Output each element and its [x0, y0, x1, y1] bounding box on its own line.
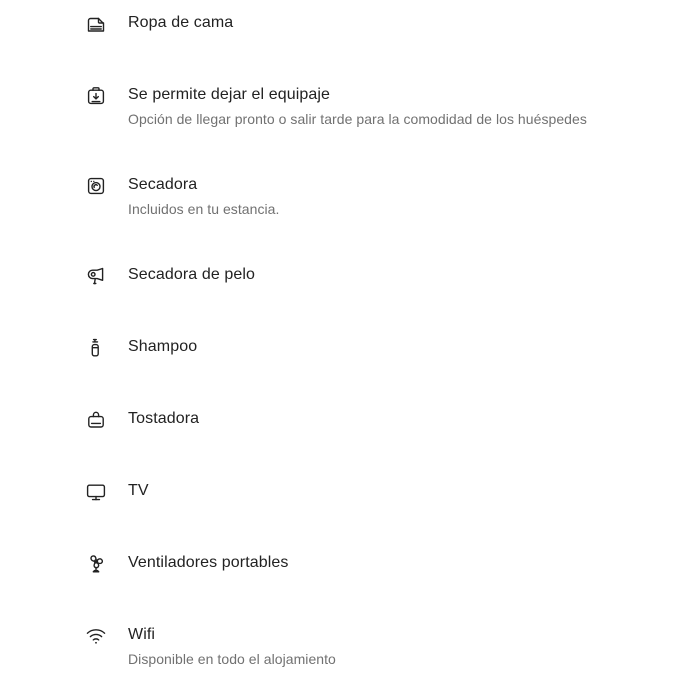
- amenity-item-ventiladores-portables[interactable]: [0, 552, 289, 624]
- amenity-item-tostadora[interactable]: [0, 408, 199, 480]
- amenity-title: Ventiladores portables: [128, 554, 289, 571]
- amenity-text: [128, 12, 233, 33]
- toaster-icon: [84, 408, 108, 432]
- amenity-subtitle: Incluidos en tu estancia.: [128, 201, 280, 217]
- amenity-text: [128, 408, 199, 429]
- amenity-item-tv[interactable]: [0, 480, 149, 552]
- amenity-item-ropa-de-cama[interactable]: [0, 12, 233, 84]
- amenity-title: Tostadora: [128, 410, 200, 427]
- bed-linens-icon: [84, 12, 108, 36]
- amenity-text: [128, 552, 289, 573]
- amenity-title: Shampoo: [128, 338, 198, 355]
- amenity-subtitle: Opción de llegar pronto o salir tarde para la comodidad de los huéspedes: [128, 111, 587, 127]
- amenity-item-secadora-de-pelo[interactable]: [0, 264, 255, 336]
- shampoo-icon: [84, 336, 108, 360]
- amenity-text: [128, 84, 587, 129]
- amenity-subtitle: Disponible en todo el alojamiento: [128, 651, 336, 667]
- amenity-title: Secadora de pelo: [128, 266, 256, 283]
- amenity-text: [128, 336, 197, 357]
- amenity-title: Ropa de cama: [128, 14, 234, 31]
- amenity-item-se-permite-dejar-el-equipaje[interactable]: [0, 84, 587, 156]
- amenity-text: [128, 264, 255, 285]
- amenity-title: Wifi: [128, 626, 156, 643]
- amenity-text: [128, 174, 279, 219]
- luggage-dropoff-icon: [84, 84, 108, 108]
- portable-fan-icon: [84, 552, 108, 576]
- tv-icon: [84, 480, 108, 504]
- hair-dryer-icon: [84, 264, 108, 288]
- amenity-title: TV: [128, 482, 149, 499]
- amenity-title: Secadora: [128, 176, 198, 193]
- amenity-item-wifi[interactable]: [0, 624, 336, 696]
- dryer-icon: [84, 174, 108, 198]
- amenity-item-shampoo[interactable]: [0, 336, 197, 408]
- amenity-text: [128, 480, 149, 501]
- amenity-item-secadora[interactable]: [0, 174, 279, 246]
- amenity-title: Se permite dejar el equipaje: [128, 86, 331, 103]
- amenity-text: [128, 624, 336, 669]
- wifi-icon: [84, 624, 108, 648]
